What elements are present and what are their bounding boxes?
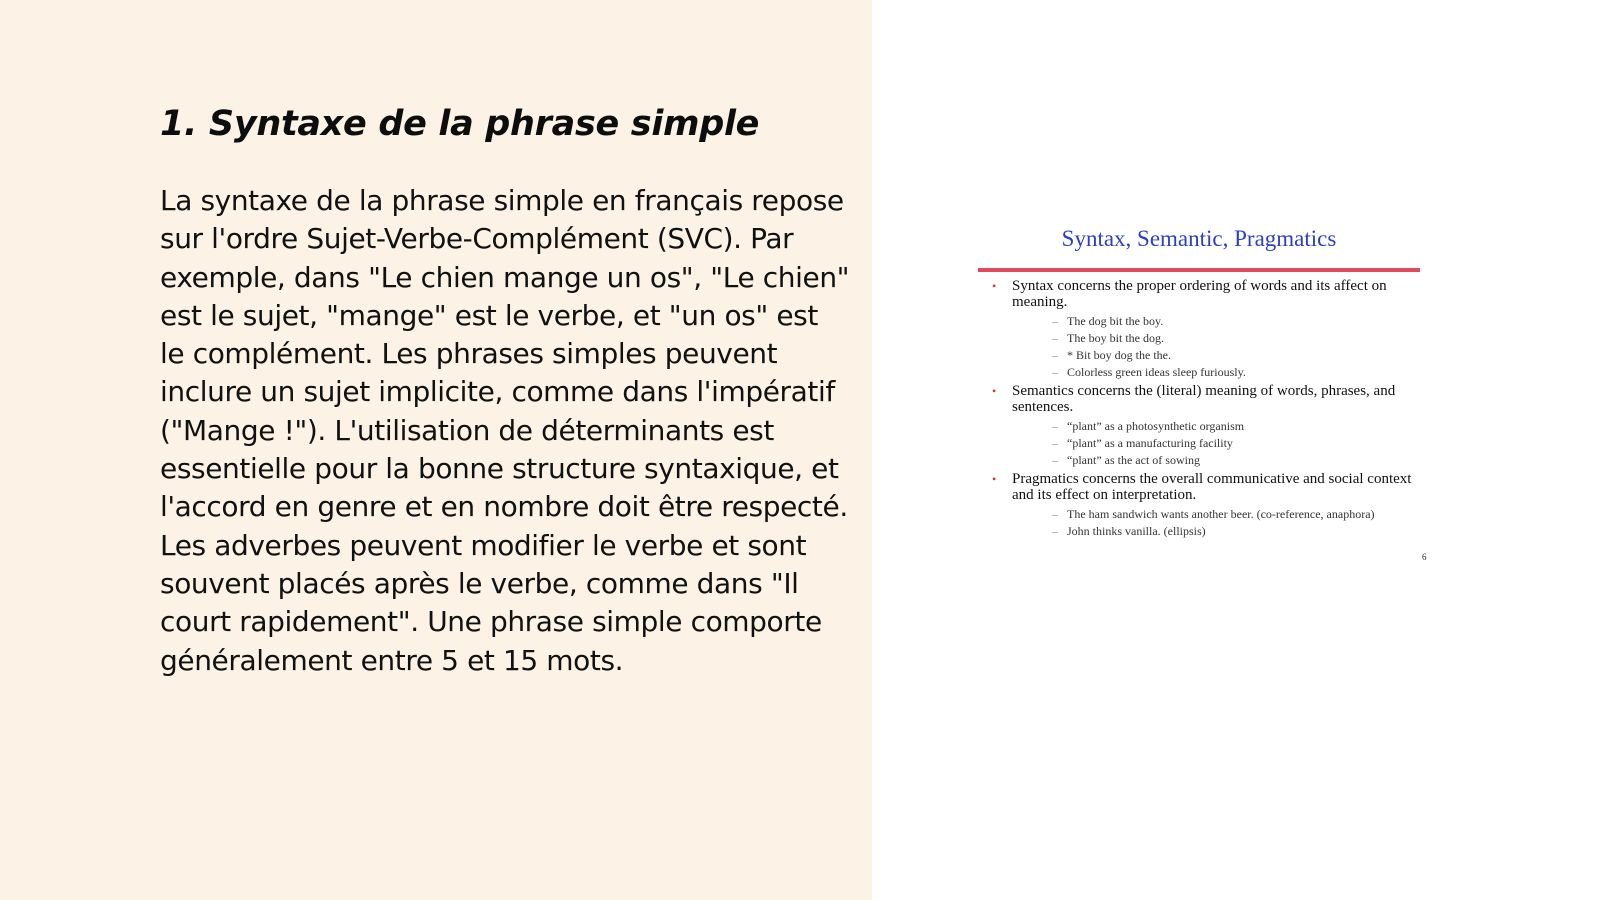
- dash-icon: –: [1052, 348, 1058, 362]
- dash-icon: –: [1052, 365, 1058, 379]
- sub-item-text: The dog bit the boy.: [1067, 314, 1164, 328]
- sub-item: [1012, 506, 1430, 523]
- section-heading: 1. Syntaxe de la phrase simple: [160, 104, 760, 144]
- sub-item: [1012, 364, 1430, 381]
- sub-item-text: Colorless green ideas sleep furiously.: [1067, 365, 1246, 379]
- sub-item-text: “plant” as a manufacturing facility: [1067, 436, 1233, 450]
- sub-item-text: “plant” as the act of sowing: [1067, 453, 1200, 467]
- sub-item: [1012, 418, 1430, 435]
- lecture-slide-image: [978, 220, 1430, 570]
- sub-item-text: The boy bit the dog.: [1067, 331, 1164, 345]
- bullet-text: Pragmatics concerns the overall communicative and social context and its effect on interpretation.: [1012, 471, 1412, 503]
- sub-list: [1012, 313, 1430, 381]
- sub-item: [1012, 452, 1430, 469]
- sub-list: [1012, 506, 1430, 540]
- slide-bullet-semantics: [978, 383, 1430, 469]
- bullet-dot-icon: •: [992, 384, 997, 398]
- sub-item: [1012, 435, 1430, 452]
- sub-item-text: “plant” as a photosynthetic organism: [1067, 419, 1245, 433]
- dash-icon: –: [1052, 419, 1058, 433]
- bullet-text: Semantics concerns the (literal) meaning of words, phrases, and sentences.: [1012, 383, 1396, 415]
- body-paragraph: La syntaxe de la phrase simple en français repose sur l'ordre Sujet-Verbe-Complément (SVC). Par exemple, dans "Le chien mange un os", "Le chien" est le sujet, "mange" est le verbe, et "un os" est le complément. Les phrases simples peuvent inclure un sujet implicite, comme dans l'impératif ("Mange !"). L'utilisation de déterminants est essentielle pour la bonne structure syntaxique, et l'accord en genre et en nombre doit être respecté. Les adverbes peuvent modifier le verbe et sont souvent placés après le verbe, comme dans "Il court rapidement". Une phrase simple comporte généralement entre 5 et 15 mots.: [160, 184, 850, 677]
- dash-icon: –: [1052, 436, 1058, 450]
- sub-item-text: John thinks vanilla. (ellipsis): [1067, 524, 1206, 538]
- slide-bullet-pragmatics: [978, 471, 1430, 540]
- bullet-text: Syntax concerns the proper ordering of words and its affect on meaning.: [1012, 278, 1387, 310]
- sub-item-text: The ham sandwich wants another beer. (co-reference, anaphora): [1067, 507, 1375, 521]
- dash-icon: –: [1052, 453, 1058, 467]
- slide-bullet-list: [978, 276, 1430, 542]
- slide-page-number: 6: [1422, 552, 1427, 562]
- sub-item: [1012, 347, 1430, 364]
- dash-icon: –: [1052, 331, 1058, 345]
- sub-item: [1012, 523, 1430, 540]
- sub-item: [1012, 330, 1430, 347]
- dash-icon: –: [1052, 507, 1058, 521]
- slide-title: Syntax, Semantic, Pragmatics: [1061, 226, 1337, 251]
- dash-icon: –: [1052, 524, 1058, 538]
- bullet-dot-icon: •: [992, 472, 997, 486]
- sub-item-text: * Bit boy dog the the.: [1067, 348, 1171, 362]
- bullet-dot-icon: •: [992, 279, 997, 293]
- sub-list: [1012, 418, 1430, 469]
- slide-bullet-syntax: [978, 278, 1430, 381]
- dash-icon: –: [1052, 314, 1058, 328]
- sub-item: [1012, 313, 1430, 330]
- slide-title-rule: [978, 268, 1420, 272]
